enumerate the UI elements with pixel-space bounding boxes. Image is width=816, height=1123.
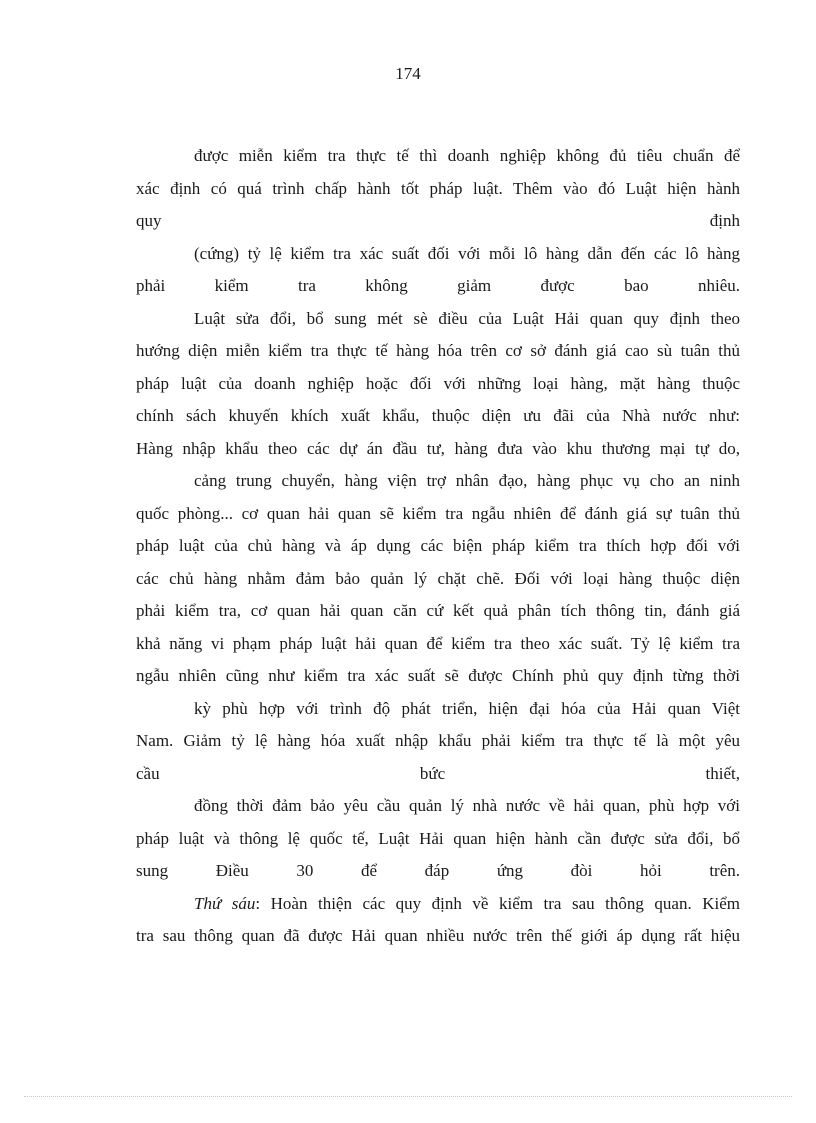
text-line: pháp luật của doanh nghiệp hoặc đối với những loại hàng, mặt hàng thuộc bbox=[136, 373, 740, 393]
text-line: quy định bbox=[136, 211, 740, 230]
heading-text: : Hoàn thiện các quy định về kiểm tra sau thông quan. Kiểm bbox=[255, 893, 740, 913]
text-line: hướng diện miễn kiểm tra thực tế hàng hóa trên cơ sở đánh giá cao sù tuân thủ bbox=[136, 341, 740, 360]
body-text bbox=[136, 140, 740, 953]
page-number: 174 bbox=[395, 64, 421, 83]
italic-heading: Thứ sáu bbox=[194, 893, 256, 913]
text-line: sung Điều 30 để đáp ứng đòi hỏi trên. bbox=[136, 861, 740, 880]
text-line: ngẫu nhiên cũng như kiểm tra xác suất sẽ được Chính phủ quy định từng thời bbox=[136, 666, 740, 685]
text-line: khả năng vi phạm pháp luật hải quan để kiểm tra theo xác suất. Tỷ lệ kiểm tra bbox=[136, 633, 740, 653]
text-line: các chủ hàng nhằm đảm bảo quản lý chặt chẽ. Đối với loại hàng thuộc diện bbox=[136, 568, 740, 588]
text-line: đồng thời đảm bảo yêu cầu quản lý nhà nước về hải quan, phù hợp với bbox=[194, 796, 740, 815]
text-line: xác định có quá trình chấp hành tốt pháp luật. Thêm vào đó Luật hiện hành bbox=[136, 178, 740, 198]
text-line: chính sách khuyến khích xuất khẩu, thuộc diện ưu đãi của Nhà nước như: bbox=[136, 406, 740, 425]
text-line: kỳ phù hợp với trình độ phát triển, hiện đại hóa của Hải quan Việt bbox=[194, 698, 740, 718]
text-line: tra sau thông quan đã được Hải quan nhiều nước trên thế giới áp dụng rất hiệu bbox=[136, 926, 740, 945]
text-line: Hàng nhập khẩu theo các dự án đầu tư, hàng đưa vào khu thương mại tự do, bbox=[136, 438, 740, 458]
text-line: pháp luật và thông lệ quốc tế, Luật Hải quan hiện hành cần được sửa đổi, bổ bbox=[136, 828, 740, 848]
text-line: cảng trung chuyển, hàng viện trợ nhân đạo, hàng phục vụ cho an ninh bbox=[194, 471, 740, 490]
text-line: Luật sửa đổi, bổ sung mét sè điều của Luật Hải quan quy định theo bbox=[194, 308, 740, 328]
text-line: phải kiểm tra không giảm được bao nhiêu. bbox=[136, 276, 740, 295]
text-line bbox=[136, 888, 740, 921]
text-line: pháp luật của chủ hàng và áp dụng các biện pháp kiểm tra thích hợp đối với bbox=[136, 536, 740, 555]
text-line: Nam. Giảm tỷ lệ hàng hóa xuất nhập khẩu phải kiểm tra thực tế là một yêu bbox=[136, 731, 740, 750]
text-line: được miễn kiểm tra thực tế thì doanh nghiệp không đủ tiêu chuẩn để bbox=[194, 146, 740, 165]
text-line: phải kiểm tra, cơ quan hải quan căn cứ kết quả phân tích thông tin, đánh giá bbox=[136, 601, 740, 620]
text-line: cầu bức thiết, bbox=[136, 763, 740, 783]
text-line: (cứng) tỷ lệ kiểm tra xác suất đối với mỗi lô hàng dẫn đến các lô hàng bbox=[194, 243, 740, 263]
text-line: quốc phòng... cơ quan hải quan sẽ kiểm tra ngẫu nhiên để đánh giá sự tuân thủ bbox=[136, 503, 740, 523]
page-bottom-rule bbox=[24, 1096, 792, 1097]
